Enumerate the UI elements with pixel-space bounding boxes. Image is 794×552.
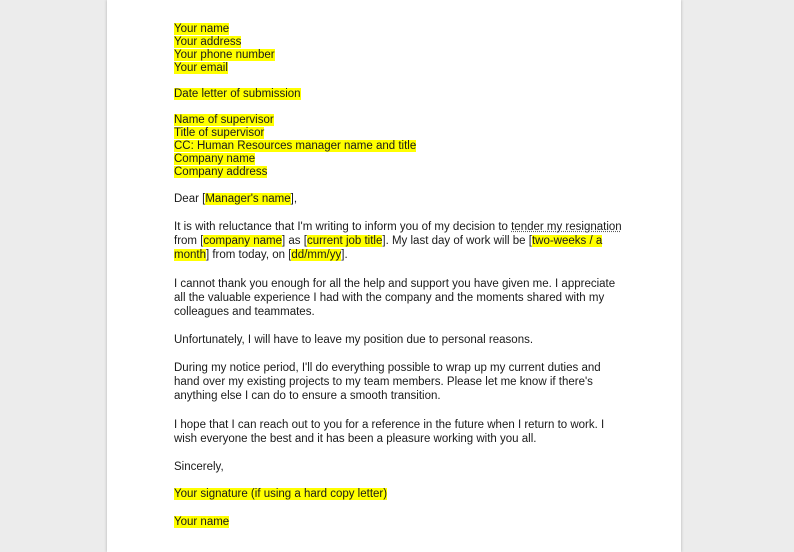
job-title-placeholder: current job title bbox=[306, 235, 383, 247]
para2-line1: I cannot thank you enough for all the help and support you have given me. I appreciate bbox=[174, 278, 616, 290]
sender-address: Your address bbox=[174, 36, 242, 48]
para2-line2: all the valuable experience I had with the company and the moments shared with my bbox=[174, 292, 605, 304]
letter-date: Date letter of submission bbox=[174, 88, 301, 100]
para4-line2: hand over my existing projects to my team members. Please let me know if there's bbox=[174, 376, 593, 388]
sender-name: Your name bbox=[174, 23, 230, 35]
para1-line3: month] from today, on [dd/mm/yy]. bbox=[174, 249, 348, 261]
para5-line1: I hope that I can reach out to you for a reference in the future when I return to work. I bbox=[174, 419, 605, 431]
para4-line3: anything else I can do to ensure a smooth transition. bbox=[174, 390, 441, 402]
para5-line2: wish everyone the best and it has been a pleasure working with you all. bbox=[174, 433, 537, 445]
signature-line: Your signature (if using a hard copy letter) bbox=[174, 488, 388, 500]
notice-period-placeholder-cont: month bbox=[174, 249, 206, 261]
signoff-name: Your name bbox=[174, 516, 230, 528]
supervisor-title: Title of supervisor bbox=[174, 127, 265, 139]
para1-line1: It is with reluctance that I'm writing to inform you of my decision to tender my resignation bbox=[174, 221, 622, 233]
para3: Unfortunately, I will have to leave my position due to personal reasons. bbox=[174, 334, 534, 346]
tender-resignation-link[interactable]: tender my resignation bbox=[511, 221, 622, 233]
manager-name-placeholder: Manager's name bbox=[205, 193, 291, 205]
closing: Sincerely, bbox=[174, 461, 224, 473]
sender-phone: Your phone number bbox=[174, 49, 275, 61]
para1-line2: from [company name] as [current job title]. My last day of work will be [two-weeks / a bbox=[174, 235, 603, 247]
cc-line: CC: Human Resources manager name and title bbox=[174, 140, 417, 152]
company-address: Company address bbox=[174, 166, 268, 178]
supervisor-name: Name of supervisor bbox=[174, 114, 274, 126]
para2-line3: colleagues and teammates. bbox=[174, 306, 315, 318]
salutation: Dear [Manager's name], bbox=[174, 193, 298, 205]
company-name-placeholder: company name bbox=[203, 235, 283, 247]
document-page bbox=[107, 0, 681, 552]
date-placeholder: dd/mm/yy bbox=[291, 249, 342, 261]
notice-period-placeholder: two-weeks / a bbox=[531, 235, 603, 247]
company-name: Company name bbox=[174, 153, 256, 165]
para4-line1: During my notice period, I'll do everything possible to wrap up my current duties and bbox=[174, 362, 601, 374]
sender-email: Your email bbox=[174, 62, 228, 74]
